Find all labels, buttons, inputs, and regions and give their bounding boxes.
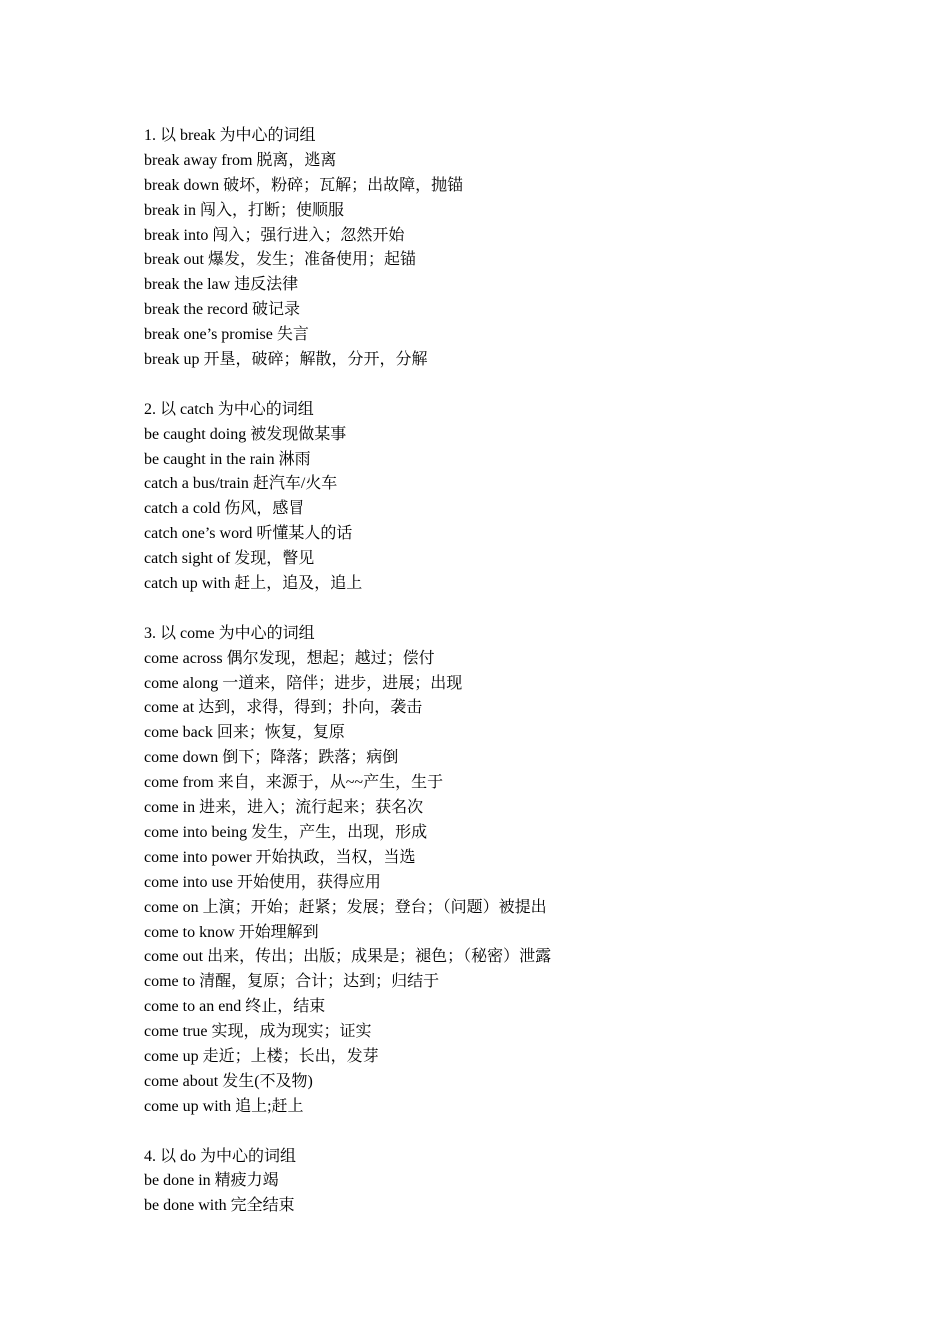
- blank-line: [144, 1120, 904, 1145]
- phrase-entry: come in 进来，进入；流行起来；获名次: [144, 799, 424, 817]
- phrase-entry: come from 来自，来源于，从~~产生，生于: [144, 774, 444, 792]
- phrase-entry: come up 走近；上楼；长出，发芽: [144, 1047, 379, 1065]
- phrase-entry: come into power 开始执政，当权，当选: [144, 848, 416, 866]
- phrase-entry: come about 发生(不及物): [144, 1072, 313, 1090]
- section-do: [144, 1145, 904, 1220]
- section-catch: [144, 398, 904, 597]
- phrase-entry: break down 破坏，粉碎；瓦解；出故障，抛锚: [144, 176, 464, 194]
- blank-line: [144, 373, 904, 398]
- phrase-entry: be done with 完全结束: [144, 1197, 295, 1215]
- phrase-entry: come to know 开始理解到: [144, 923, 319, 941]
- phrase-entry: come along 一道来，陪伴；进步，进展；出现: [144, 674, 463, 692]
- section-heading: 2. 以 catch 为中心的词组: [144, 400, 314, 418]
- phrase-entry: catch a cold 伤风，感冒: [144, 500, 305, 518]
- phrase-entry: be caught in the rain 淋雨: [144, 450, 311, 468]
- phrase-entry: come into use 开始使用，获得应用: [144, 873, 381, 891]
- phrase-entry: come on 上演；开始；赶紧；发展；登台；（问题）被提出: [144, 898, 547, 916]
- section-come: [144, 622, 904, 1120]
- phrase-entry: come across 偶尔发现，想起；越过；偿付: [144, 649, 435, 667]
- phrase-entry: be done in 精疲力竭: [144, 1172, 279, 1190]
- blank-line: [144, 597, 904, 622]
- document-page: [144, 124, 904, 1219]
- section-break: [144, 124, 904, 373]
- section-heading: 4. 以 do 为中心的词组: [144, 1147, 297, 1165]
- phrase-entry: catch sight of 发现，瞥见: [144, 550, 315, 568]
- phrase-entry: come down 倒下；降落；跌落；病倒: [144, 749, 399, 767]
- phrase-entry: break out 爆发，发生；准备使用；起锚: [144, 251, 416, 269]
- phrase-entry: come back 回来；恢复，复原: [144, 724, 345, 742]
- phrase-entry: catch up with 赶上，追及，追上: [144, 575, 363, 593]
- phrase-entry: break into 闯入；强行进入；忽然开始: [144, 226, 405, 244]
- phrase-entry: come to an end 终止，结束: [144, 998, 326, 1016]
- phrase-entry: come out 出来，传出；出版；成果是；褪色；（秘密）泄露: [144, 948, 552, 966]
- phrase-entry: come true 实现，成为现实；证实: [144, 1023, 372, 1041]
- phrase-entry: catch one’s word 听懂某人的话: [144, 525, 353, 543]
- phrase-entry: come up with 追上;赶上: [144, 1097, 304, 1115]
- phrase-entry: break away from 脱离，逃离: [144, 151, 337, 169]
- phrase-entry: break the law 违反法律: [144, 276, 299, 294]
- phrase-entry: break one’s promise 失言: [144, 326, 309, 344]
- section-heading: 1. 以 break 为中心的词组: [144, 127, 316, 144]
- phrase-entry: catch a bus/train 赶汽车/火车: [144, 475, 338, 493]
- phrase-entry: come at 达到，求得，得到；扑向，袭击: [144, 699, 423, 717]
- phrase-entry: be caught doing 被发现做某事: [144, 425, 347, 443]
- phrase-entry: break in 闯入，打断；使顺服: [144, 201, 344, 219]
- phrase-entry: break the record 破记录: [144, 301, 300, 319]
- phrase-entry: break up 开垦，破碎；解散，分开，分解: [144, 351, 428, 369]
- section-heading: 3. 以 come 为中心的词组: [144, 624, 315, 642]
- phrase-entry: come to 清醒，复原；合计；达到；归结于: [144, 973, 440, 991]
- phrase-entry: come into being 发生，产生，出现，形成: [144, 823, 428, 841]
